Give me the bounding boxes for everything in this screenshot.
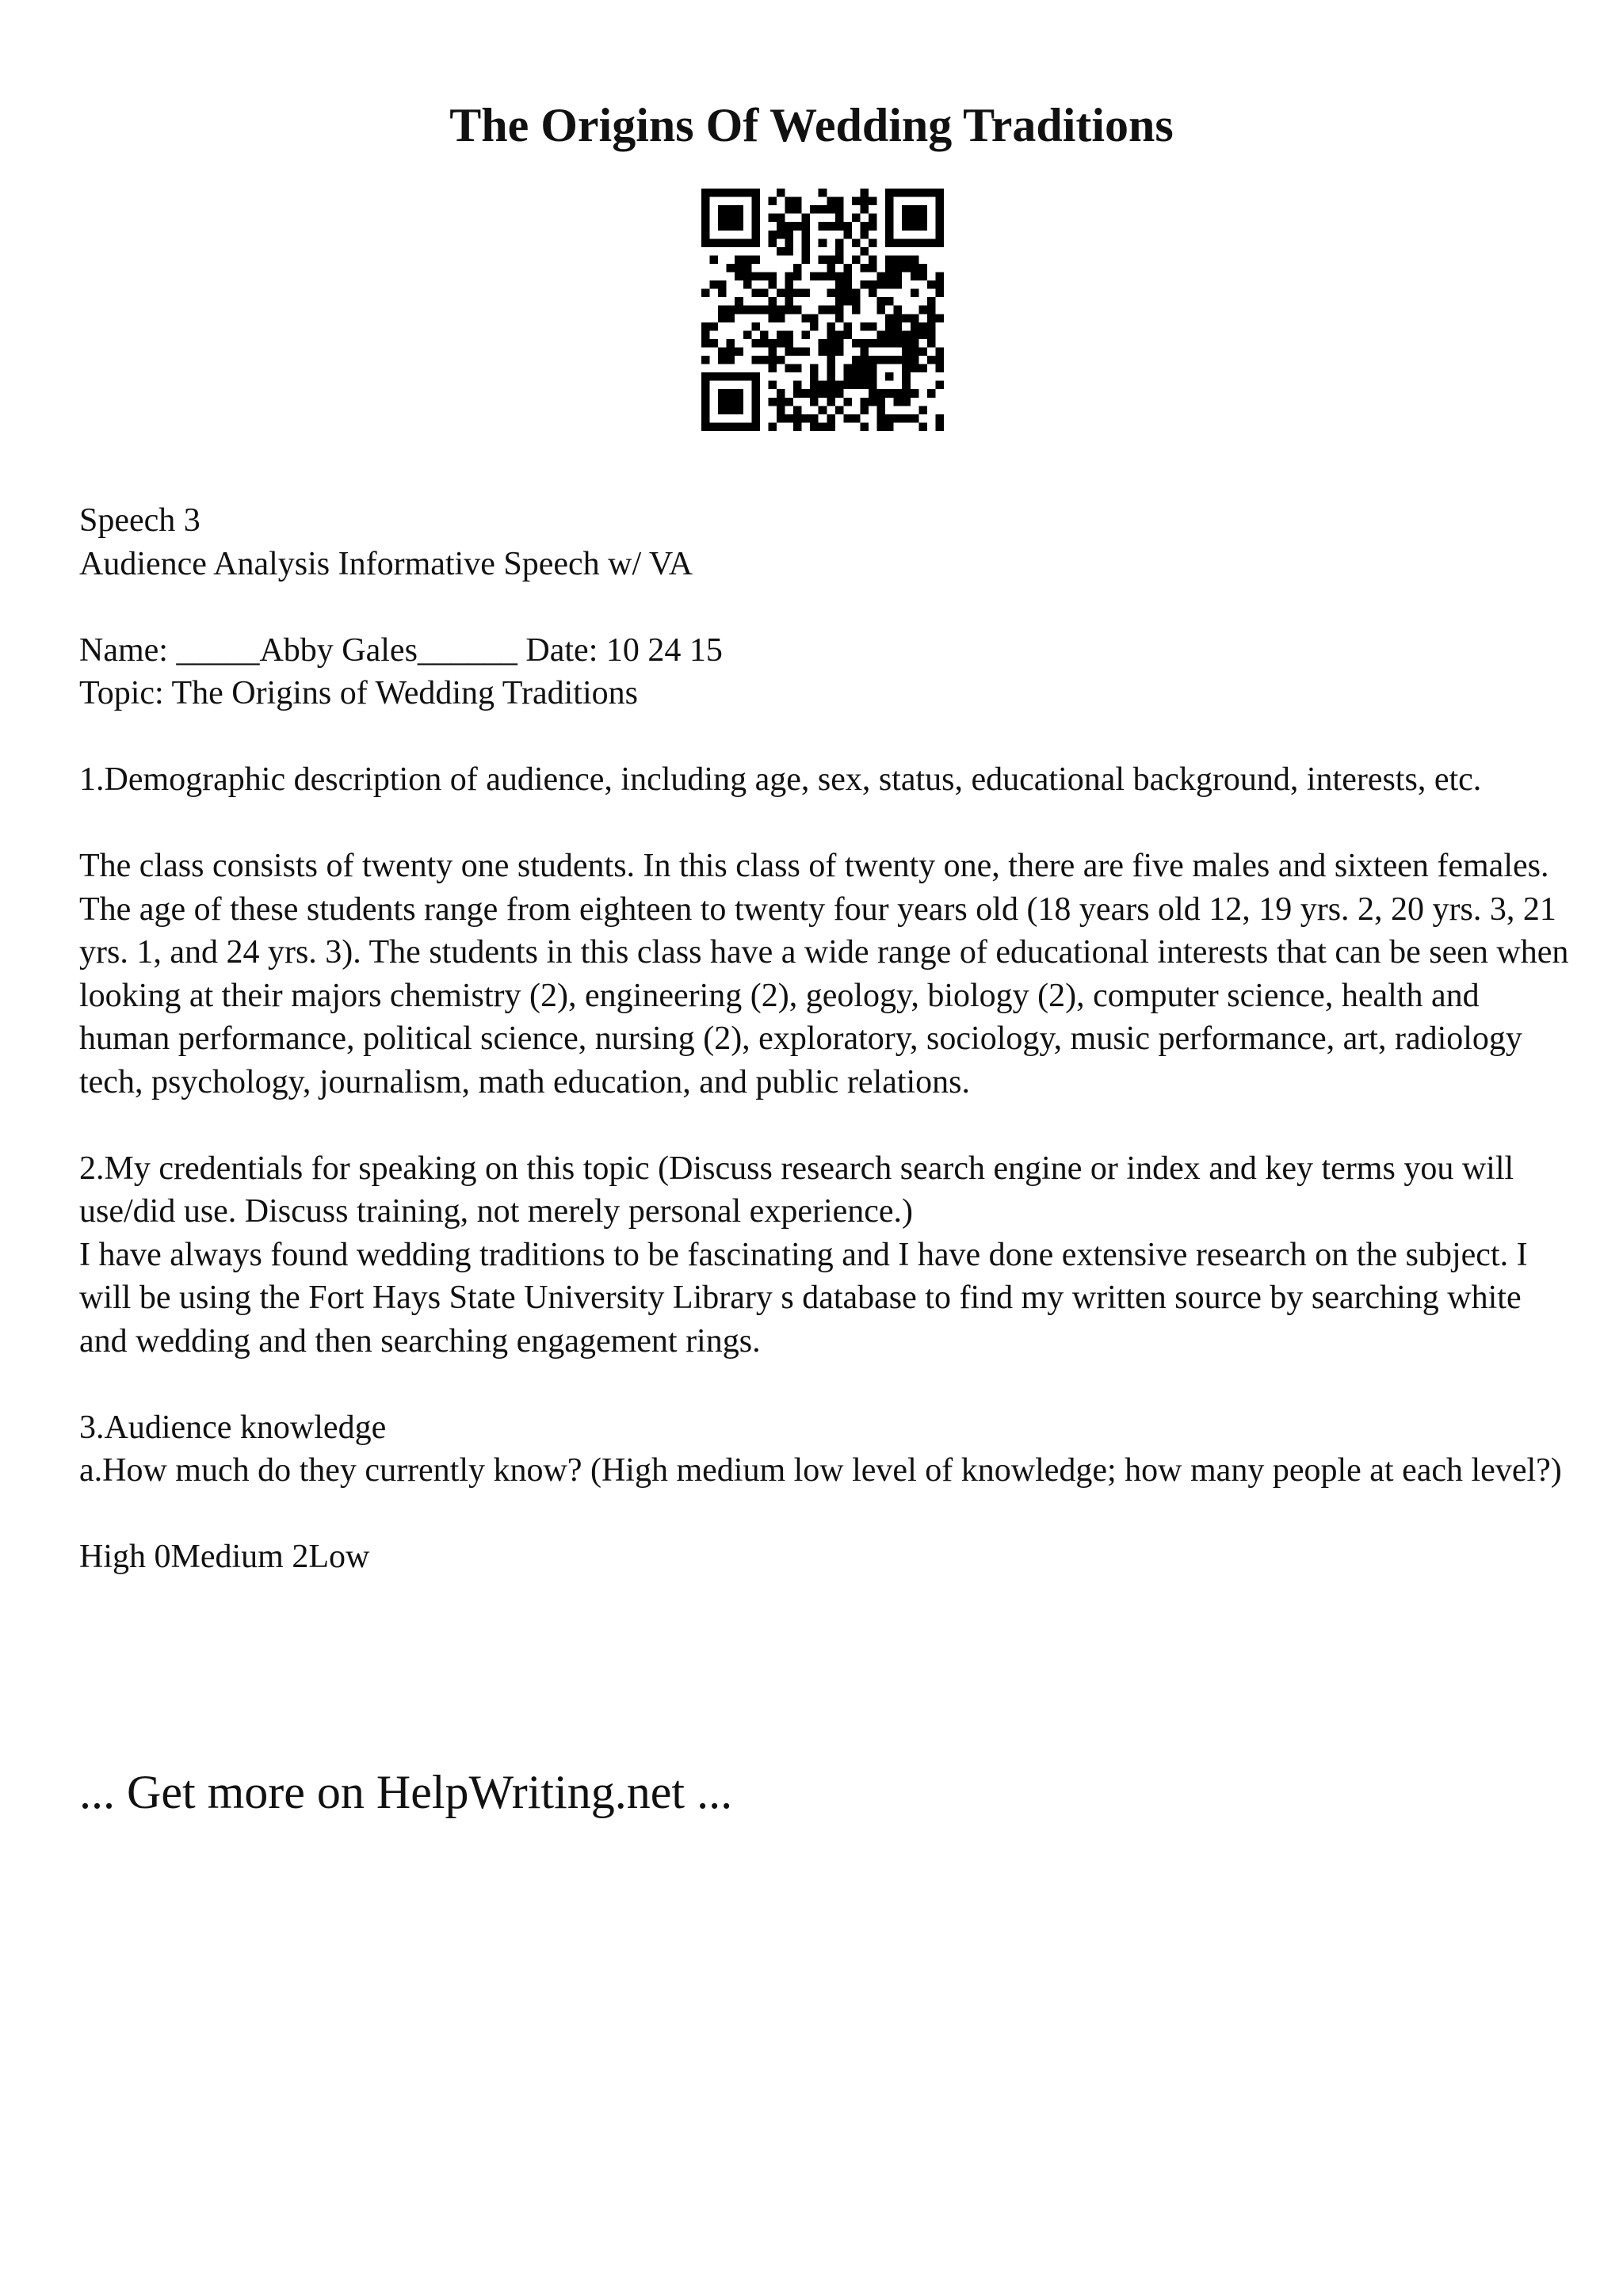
qr-code-icon[interactable] (701, 189, 944, 431)
document-body (79, 499, 1569, 1579)
section1-question: 1.Demographic description of audience, including age, sex, status, educational background, interests, etc. (79, 761, 1482, 798)
assignment-subtitle: Audience Analysis Informative Speech w/ VA (79, 545, 693, 582)
knowledge-levels: High 0Medium 2Low (79, 1539, 370, 1575)
name-date-line: Name: _____Abby Gales______ Date: 10 24 15 (79, 631, 723, 669)
section3-subquestion-a: a.How much do they currently know? (High medium low level of knowledge; how many people at each level?) (79, 1452, 1562, 1489)
helpwriting-link[interactable]: ... Get more on HelpWriting.net ... (79, 1766, 733, 1818)
topic-line: Topic: The Origins of Wedding Traditions (79, 675, 638, 711)
speech-number: Speech 3 (79, 502, 200, 539)
document-title: The Origins Of Wedding Traditions (449, 99, 1174, 151)
section1-answer: The class consists of twenty one students. In this class of twenty one, there are five males and sixteen females. The age of these students range from eighteen to twenty four years old (18 years old 12, 19 yrs. 2, 20 yrs. 3, 21 yrs. 1, and 24 yrs. 3). The students in this class have a wide range of educational interests that can be seen when looking at their majors chemistry (2), engineering (2), geology, biology (2), computer science, health and human performance, political science, nursing (2), exploratory, sociology, music performance, art, radiology tech, psychology, journalism, math education, and public relations. (79, 848, 1569, 1100)
section2-question: 2.My credentials for speaking on this topic (Discuss research search engine or index and key terms you will use/did use. Discuss training, not merely personal experience.) (79, 1150, 1514, 1230)
section2-answer: I have always found wedding traditions to be fascinating and I have done extensive research on the subject. I will be using the Fort Hays State University Library s database to find my written source by searching white and wedding and then searching engagement rings. (79, 1236, 1528, 1360)
section3-heading: 3.Audience knowledge (79, 1409, 387, 1446)
